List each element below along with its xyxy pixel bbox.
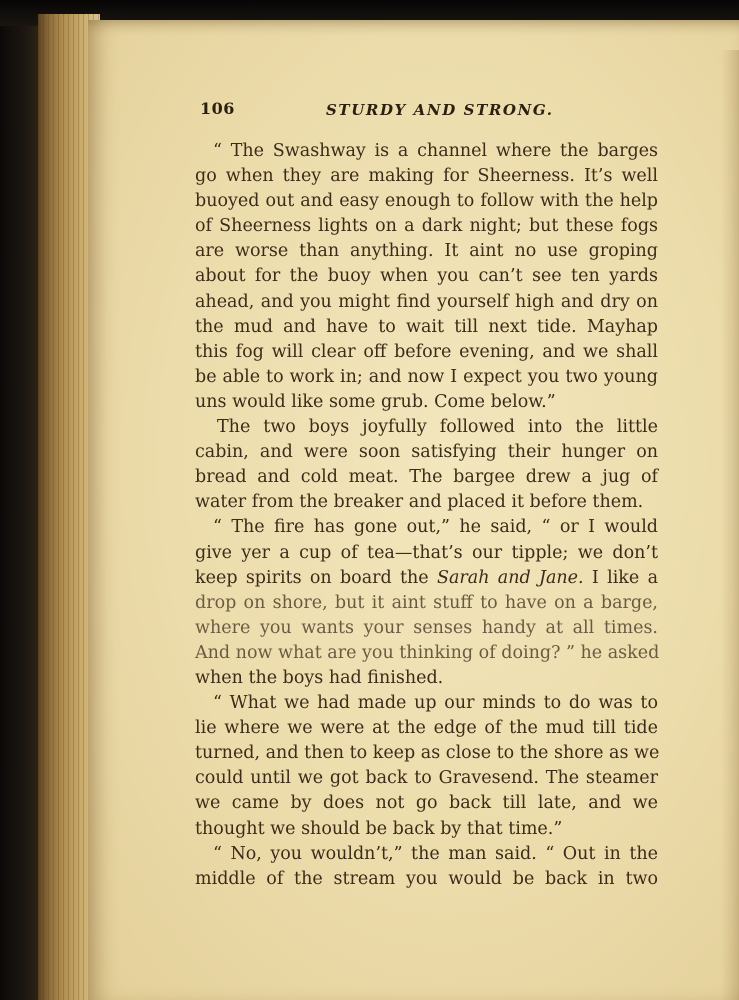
text-line: of Sheerness lights on a dark night; but these fogs <box>195 216 658 237</box>
text-line: cabin, and were soon satisfying their hunger on <box>195 442 658 463</box>
text-line: could until we got back to Gravesend. The steamer <box>195 768 658 789</box>
text-line: about for the buoy when you can’t see ten yards <box>195 266 658 287</box>
text-line: the mud and have to wait till next tide. Mayhap <box>195 316 658 337</box>
text-line: “ The fire has gone out,” he said, “ or I would <box>213 517 658 538</box>
page-number: 106 <box>200 99 235 118</box>
text-line: “ No, you wouldn’t,” the man said. “ Out in the <box>213 843 658 864</box>
text-line: be able to work in; and now I expect you two young <box>195 366 658 387</box>
text-run: keep spirits on board the <box>195 567 437 588</box>
text-line: give yer a cup of tea—that’s our tipple; we don’t <box>195 542 658 563</box>
text-line: go when they are making for Sheerness. It’s well <box>195 166 658 187</box>
italic-boat-name: Sarah and Jane. <box>436 567 584 588</box>
text-line: The two boys joyfully followed into the little <box>217 417 658 438</box>
text-line: And now what are you thinking of doing? ” he asked <box>195 642 660 663</box>
text-line: middle of the stream you would be back in two <box>195 868 658 889</box>
text-line: turned, and then to keep as close to the shore as we <box>195 743 660 764</box>
text-line: we came by does not go back till late, and we <box>195 793 658 814</box>
page-header <box>200 99 660 123</box>
text-line: “ The Swashway is a channel where the barges <box>213 141 658 161</box>
text-line: thought we should be back by that time.” <box>195 818 563 839</box>
text-line: ahead, and you might find yourself high and dry on <box>195 291 658 312</box>
text-line: where you wants your senses handy at all times. <box>195 617 658 638</box>
text-line-with-italic <box>195 566 658 591</box>
body-text <box>195 139 658 892</box>
text-line: “ What we had made up our minds to do was to <box>213 693 658 714</box>
text-line: when the boys had finished. <box>195 667 444 688</box>
text-line: water from the breaker and placed it before them. <box>195 492 644 513</box>
text-line: bread and cold meat. The bargee drew a jug of <box>195 467 658 488</box>
text-line: lie where we were at the edge of the mud till tide <box>195 718 658 739</box>
running-head: STURDY AND STRONG. <box>326 101 554 119</box>
text-line: uns would like some grub. Come below.” <box>195 391 556 412</box>
text-line: this fog will clear off before evening, and we shall <box>195 341 658 362</box>
text-line: buoyed out and easy enough to follow with the help <box>195 191 658 212</box>
text-line: are worse than anything. It aint no use groping <box>195 241 658 262</box>
page-right-edge <box>721 50 739 1000</box>
text-line: drop on shore, but it aint stuff to have on a barge, <box>195 592 658 613</box>
text-run: I like a <box>583 567 658 588</box>
